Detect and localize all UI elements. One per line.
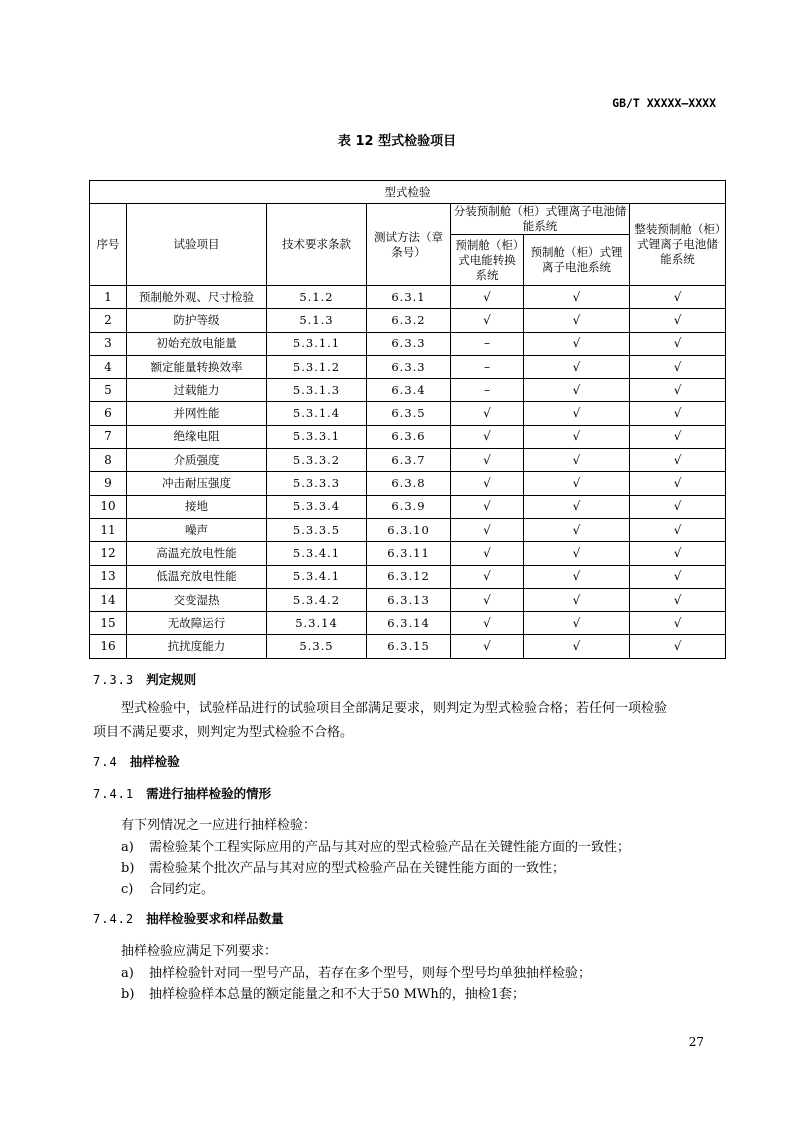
cell-split-battery: √ (524, 402, 630, 425)
cell-seq: 1 (90, 286, 127, 309)
cell-item: 绝缘电阻 (127, 425, 267, 448)
cell-item: 防护等级 (127, 309, 267, 332)
cell-method: 6.3.2 (367, 309, 451, 332)
section-number: 7.4.1 (93, 787, 135, 801)
cell-whole: √ (630, 425, 726, 448)
cell-req: 5.1.3 (267, 309, 367, 332)
table-row (90, 332, 726, 355)
cell-req: 5.3.3.4 (267, 495, 367, 518)
cell-item: 抗扰度能力 (127, 635, 267, 658)
list-marker: b) (121, 861, 135, 876)
cell-whole: √ (630, 518, 726, 541)
cell-split-battery: √ (524, 286, 630, 309)
cell-item: 接地 (127, 495, 267, 518)
table-row (90, 286, 726, 309)
list-text: 合同约定。 (149, 882, 215, 897)
cell-item: 低温充放电性能 (127, 565, 267, 588)
cell-item: 交变湿热 (127, 588, 267, 611)
cell-method: 6.3.3 (367, 332, 451, 355)
doc-code: GB/T XXXXX—XXXX (612, 96, 716, 110)
table-row (90, 635, 726, 658)
cell-split-pcs: √ (451, 518, 524, 541)
cell-split-pcs: √ (451, 402, 524, 425)
cell-split-pcs: √ (451, 286, 524, 309)
cell-item: 无故障运行 (127, 612, 267, 635)
table-title: 型式检验 (90, 181, 726, 204)
col-split-pcs: 预制舱（柜）式电能转换系统 (451, 235, 524, 286)
table-caption: 表 12 型式检验项目 (337, 134, 457, 149)
section-7-3-3-paragraph (93, 697, 723, 745)
cell-method: 6.3.15 (367, 635, 451, 658)
cell-method: 6.3.4 (367, 379, 451, 402)
section-7-4-2-intro: 抽样检验应满足下列要求： (121, 944, 278, 959)
cell-item: 并网性能 (127, 402, 267, 425)
cell-seq: 16 (90, 635, 127, 658)
cell-req: 5.3.1.4 (267, 402, 367, 425)
cell-whole: √ (630, 449, 726, 472)
cell-whole: √ (630, 635, 726, 658)
page-number: 27 (688, 1035, 704, 1049)
cell-method: 6.3.10 (367, 518, 451, 541)
section-7-4-heading (93, 752, 180, 770)
cell-req: 5.3.4.1 (267, 565, 367, 588)
cell-split-pcs: √ (451, 495, 524, 518)
section-7-4-1-intro: 有下列情况之一应进行抽样检验： (121, 818, 317, 833)
cell-method: 6.3.1 (367, 286, 451, 309)
cell-req: 5.3.3.5 (267, 518, 367, 541)
cell-item: 初始充放电能量 (127, 332, 267, 355)
cell-item: 额定能量转换效率 (127, 355, 267, 378)
cell-seq: 4 (90, 355, 127, 378)
cell-req: 5.3.14 (267, 612, 367, 635)
cell-split-battery: √ (524, 542, 630, 565)
cell-seq: 7 (90, 425, 127, 448)
inspection-table (89, 180, 726, 659)
cell-split-battery: √ (524, 355, 630, 378)
cell-whole: √ (630, 286, 726, 309)
cell-req: 5.3.3.3 (267, 472, 367, 495)
cell-req: 5.3.5 (267, 635, 367, 658)
cell-whole: √ (630, 565, 726, 588)
table-row (90, 309, 726, 332)
cell-whole: √ (630, 332, 726, 355)
cell-split-battery: √ (524, 565, 630, 588)
cell-split-battery: √ (524, 472, 630, 495)
cell-item: 噪声 (127, 518, 267, 541)
cell-split-battery: √ (524, 425, 630, 448)
cell-split-battery: √ (524, 518, 630, 541)
table-row (90, 588, 726, 611)
cell-seq: 2 (90, 309, 127, 332)
cell-item: 高温充放电性能 (127, 542, 267, 565)
cell-seq: 5 (90, 379, 127, 402)
cell-split-battery: √ (524, 612, 630, 635)
list-text: 抽样检验样本总量的额定能量之和不大于50 MWh的，抽检1套； (149, 987, 525, 1002)
cell-method: 6.3.6 (367, 425, 451, 448)
cell-seq: 15 (90, 612, 127, 635)
list-item (121, 962, 591, 981)
cell-req: 5.3.1.1 (267, 332, 367, 355)
list-marker: a) (121, 840, 134, 855)
cell-method: 6.3.5 (367, 402, 451, 425)
cell-split-battery: √ (524, 332, 630, 355)
cell-split-battery: √ (524, 588, 630, 611)
cell-split-pcs: √ (451, 425, 524, 448)
cell-seq: 12 (90, 542, 127, 565)
cell-method: 6.3.8 (367, 472, 451, 495)
list-marker: a) (121, 966, 134, 981)
cell-split-pcs: √ (451, 542, 524, 565)
cell-seq: 9 (90, 472, 127, 495)
table-row (90, 495, 726, 518)
cell-split-pcs: √ (451, 472, 524, 495)
cell-split-pcs: √ (451, 588, 524, 611)
cell-method: 6.3.11 (367, 542, 451, 565)
section-title: 判定规则 (146, 672, 197, 687)
cell-whole: √ (630, 355, 726, 378)
cell-split-battery: √ (524, 495, 630, 518)
list-item (121, 836, 630, 855)
cell-req: 5.1.2 (267, 286, 367, 309)
section-title: 抽样检验 (129, 754, 180, 769)
cell-req: 5.3.4.1 (267, 542, 367, 565)
cell-method: 6.3.14 (367, 612, 451, 635)
list-marker: c) (121, 882, 134, 897)
cell-split-pcs: – (451, 332, 524, 355)
cell-split-pcs: – (451, 379, 524, 402)
cell-method: 6.3.12 (367, 565, 451, 588)
table-row (90, 425, 726, 448)
cell-item: 冲击耐压强度 (127, 472, 267, 495)
cell-method: 6.3.9 (367, 495, 451, 518)
table-row (90, 518, 726, 541)
cell-split-pcs: √ (451, 309, 524, 332)
list-text: 抽样检验针对同一型号产品，若存在多个型号，则每个型号均单独抽样检验； (149, 966, 592, 981)
col-whole: 整装预制舱（柜）式锂离子电池储能系统 (630, 204, 726, 286)
table-row (90, 565, 726, 588)
cell-seq: 10 (90, 495, 127, 518)
col-method: 测试方法（章条号） (367, 204, 451, 286)
cell-seq: 11 (90, 518, 127, 541)
list-text: 需检验某个批次产品与其对应的型式检验产品在关键性能方面的一致性； (149, 861, 566, 876)
cell-seq: 3 (90, 332, 127, 355)
section-title: 抽样检验要求和样品数量 (146, 911, 284, 926)
table-row (90, 472, 726, 495)
cell-whole: √ (630, 495, 726, 518)
section-7-3-3-heading (93, 670, 196, 688)
cell-item: 预制舱外观、尺寸检验 (127, 286, 267, 309)
cell-method: 6.3.7 (367, 449, 451, 472)
cell-req: 5.3.3.1 (267, 425, 367, 448)
cell-split-pcs: √ (451, 635, 524, 658)
cell-seq: 6 (90, 402, 127, 425)
cell-item: 过载能力 (127, 379, 267, 402)
cell-req: 5.3.1.3 (267, 379, 367, 402)
cell-split-battery: √ (524, 449, 630, 472)
cell-seq: 13 (90, 565, 127, 588)
list-item (121, 878, 214, 897)
cell-split-battery: √ (524, 635, 630, 658)
section-number: 7.3.3 (93, 673, 135, 687)
list-item (121, 857, 565, 876)
table-row (90, 542, 726, 565)
cell-item: 介质强度 (127, 449, 267, 472)
cell-split-pcs: – (451, 355, 524, 378)
cell-whole: √ (630, 588, 726, 611)
list-text: 需检验某个工程实际应用的产品与其对应的型式检验产品在关键性能方面的一致性； (149, 840, 631, 855)
table-row (90, 355, 726, 378)
cell-req: 5.3.3.2 (267, 449, 367, 472)
cell-whole: √ (630, 612, 726, 635)
col-split-group: 分装预制舱（柜）式锂离子电池储能系统 (451, 204, 630, 235)
table-row (90, 402, 726, 425)
cell-seq: 8 (90, 449, 127, 472)
cell-seq: 14 (90, 588, 127, 611)
section-7-4-1-heading (93, 784, 271, 802)
cell-split-battery: √ (524, 379, 630, 402)
cell-method: 6.3.13 (367, 588, 451, 611)
cell-req: 5.3.1.2 (267, 355, 367, 378)
cell-whole: √ (630, 402, 726, 425)
table-row (90, 612, 726, 635)
paragraph-line-2: 项目不满足要求，则判定为型式检验不合格。 (93, 725, 354, 740)
cell-req: 5.3.4.2 (267, 588, 367, 611)
section-7-4-2-heading (93, 909, 284, 927)
section-title: 需进行抽样检验的情形 (146, 786, 272, 801)
cell-method: 6.3.3 (367, 355, 451, 378)
list-marker: b) (121, 987, 135, 1002)
col-seq: 序号 (90, 204, 127, 286)
paragraph-line-1: 型式检验中，试验样品进行的试验项目全部满足要求，则判定为型式检验合格；若任何一项检验 (121, 701, 668, 716)
cell-whole: √ (630, 379, 726, 402)
table-row (90, 449, 726, 472)
cell-split-pcs: √ (451, 612, 524, 635)
cell-split-battery: √ (524, 309, 630, 332)
cell-whole: √ (630, 542, 726, 565)
list-item (121, 983, 525, 1002)
table-row (90, 379, 726, 402)
cell-split-pcs: √ (451, 565, 524, 588)
col-req: 技术要求条款 (267, 204, 367, 286)
section-number: 7.4.2 (93, 912, 135, 926)
cell-split-pcs: √ (451, 449, 524, 472)
col-split-battery: 预制舱（柜）式锂离子电池系统 (524, 235, 630, 286)
section-number: 7.4 (93, 755, 118, 769)
cell-whole: √ (630, 472, 726, 495)
col-item: 试验项目 (127, 204, 267, 286)
cell-whole: √ (630, 309, 726, 332)
